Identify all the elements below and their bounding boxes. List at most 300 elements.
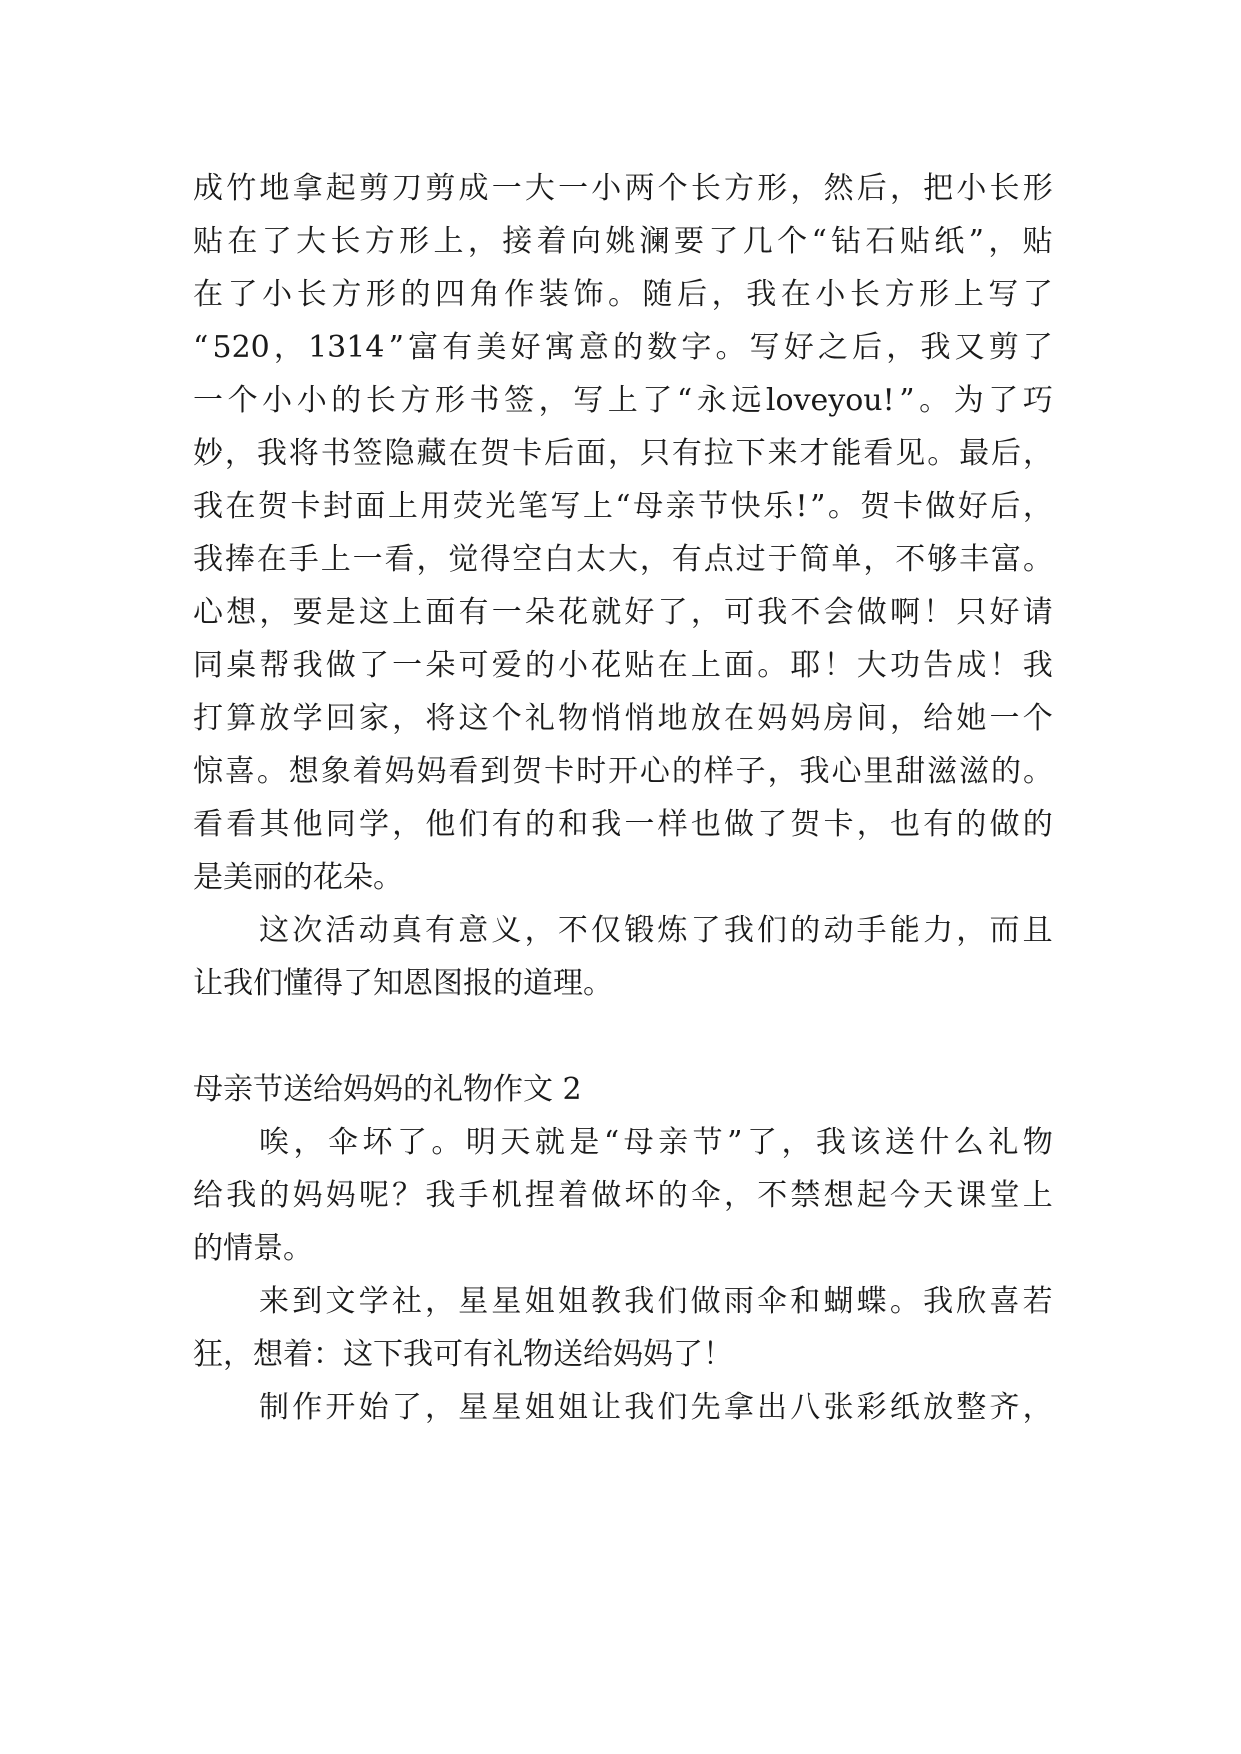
text-glyph: 好: [783, 330, 814, 365]
text-glyph: 面: [355, 489, 386, 524]
text-glyph: 禁: [790, 1178, 821, 1213]
text-glyph: ，: [425, 1390, 456, 1425]
text-glyph: 永: [696, 383, 727, 418]
text-glyph: 远: [731, 383, 762, 418]
text-glyph: 他: [292, 807, 323, 842]
text-glyph: 亲: [658, 1125, 689, 1160]
text-glyph: 封: [322, 489, 353, 524]
text-glyph: 向: [570, 224, 601, 259]
text-glyph: 若: [1022, 1284, 1053, 1319]
text-glyph: loveyou!: [765, 383, 895, 418]
text-glyph: 动: [358, 913, 389, 948]
text-glyph: 长: [330, 224, 361, 259]
text-glyph: 形: [757, 171, 788, 206]
text-glyph: 出: [757, 1390, 788, 1425]
text-glyph: 里: [863, 754, 894, 789]
text-glyph: 做: [690, 1284, 721, 1319]
text-glyph: 形: [399, 224, 430, 259]
text-glyph: 彩: [856, 1390, 887, 1425]
text-glyph: 。: [1022, 542, 1053, 577]
text-glyph: 炼: [657, 913, 688, 948]
text-glyph: 后: [856, 171, 887, 206]
text-glyph: 滋: [959, 754, 990, 789]
text-glyph: 始: [358, 1390, 389, 1425]
text-glyph: 大: [856, 648, 887, 683]
text-glyph: 在: [227, 224, 258, 259]
text-glyph: 算: [226, 701, 257, 736]
text-glyph: 卡: [290, 489, 321, 524]
text-glyph: 钻: [831, 224, 862, 259]
text-glyph: 真: [391, 913, 422, 948]
text-glyph: 剪: [988, 330, 1019, 365]
text-glyph: 开: [325, 1390, 356, 1425]
text-glyph: 的: [790, 913, 821, 948]
text-glyph: 够: [927, 542, 958, 577]
text-glyph: 地: [657, 701, 688, 736]
text-glyph: 堂: [989, 1178, 1020, 1213]
text-line: 是美丽的花朵。: [193, 860, 403, 895]
text-glyph: 石: [865, 224, 896, 259]
text-glyph: 一: [624, 807, 655, 842]
text-glyph: 就: [591, 595, 622, 630]
text-glyph: 藏: [416, 436, 447, 471]
text-glyph: 我: [757, 595, 788, 630]
text-glyph: 成: [458, 171, 489, 206]
text-glyph: 姐: [524, 1390, 555, 1425]
text-glyph: 小: [815, 277, 846, 312]
text-glyph: ，: [425, 1284, 456, 1319]
text-glyph: 打: [193, 701, 223, 736]
text-glyph: 拉: [703, 436, 734, 471]
text-glyph: 机: [491, 1178, 522, 1213]
text-glyph: 。: [431, 1125, 462, 1160]
text-glyph: 。: [927, 436, 958, 471]
text-glyph: 起: [325, 171, 356, 206]
text-glyph: 形: [919, 277, 950, 312]
text-glyph: 伞: [327, 1125, 358, 1160]
text-glyph: 伞: [757, 1284, 788, 1319]
text-glyph: 礼: [524, 701, 555, 736]
text-glyph: 随: [642, 277, 673, 312]
text-glyph: 坏: [624, 1178, 655, 1213]
text-glyph: 方: [364, 224, 395, 259]
text-glyph: 隐: [384, 436, 415, 471]
text-glyph: 接: [502, 224, 533, 259]
text-glyph: 意: [458, 913, 489, 948]
text-glyph: 母: [623, 1125, 654, 1160]
text-glyph: 要: [292, 595, 323, 630]
text-glyph: 乐: [763, 489, 794, 524]
text-glyph: 爱: [491, 648, 522, 683]
text-glyph: 物: [558, 701, 589, 736]
text-glyph: 看: [226, 807, 257, 842]
text-line: [193, 1116, 1053, 1169]
text-glyph: ，: [886, 330, 917, 365]
text-glyph: 长: [989, 171, 1020, 206]
text-glyph: 妈: [416, 754, 447, 789]
text-glyph: 的: [524, 648, 555, 683]
text-glyph: 子: [735, 754, 766, 789]
text-glyph: 作: [292, 1390, 323, 1425]
text-glyph: 贺: [257, 489, 288, 524]
text-glyph: 姐: [557, 1284, 588, 1319]
text-glyph: 意: [578, 330, 609, 365]
text-line: [193, 798, 1053, 851]
text-glyph: 能: [831, 436, 862, 471]
text-line: [193, 321, 1053, 374]
text-glyph: ，: [392, 701, 423, 736]
text-glyph: 写: [749, 330, 780, 365]
text-glyph: 社: [391, 1284, 422, 1319]
text-glyph: 只: [639, 436, 670, 471]
text-glyph: 妈: [292, 1178, 323, 1213]
text-glyph: 下: [735, 436, 766, 471]
text-glyph: ，: [889, 171, 920, 206]
text-glyph: 心: [193, 595, 223, 630]
text-glyph: 小: [591, 171, 622, 206]
text-glyph: 这: [358, 595, 389, 630]
text-glyph: 卡: [544, 754, 575, 789]
text-line: [193, 215, 1053, 268]
text-glyph: 个: [1022, 701, 1053, 736]
text-glyph: 有: [671, 436, 702, 471]
text-glyph: ”: [727, 1125, 743, 1160]
text-glyph: 写: [550, 489, 581, 524]
text-glyph: 在: [448, 436, 479, 471]
text-glyph: 欣: [956, 1284, 987, 1319]
text-glyph: 这: [259, 913, 289, 948]
text-glyph: 星: [458, 1284, 489, 1319]
text-glyph: 着: [536, 224, 567, 259]
text-glyph: 能: [889, 913, 920, 948]
text-line: [193, 692, 1053, 745]
text-glyph: 节: [698, 489, 729, 524]
text-glyph: 仅: [591, 913, 622, 948]
text-glyph: ，: [639, 542, 670, 577]
text-glyph: 方: [331, 277, 362, 312]
text-glyph: ，: [538, 383, 569, 418]
text-glyph: 四: [435, 277, 466, 312]
text-glyph: 的: [991, 754, 1022, 789]
text-line: [193, 1169, 1053, 1222]
text-glyph: 有: [671, 542, 702, 577]
text-glyph: 拿: [723, 1390, 754, 1425]
text-glyph: 坏: [362, 1125, 393, 1160]
text-glyph: 一: [989, 701, 1020, 736]
text-glyph: 了: [261, 224, 292, 259]
text-glyph: 就: [534, 1125, 565, 1160]
text-line: [193, 904, 1053, 957]
text-glyph: 。: [827, 489, 858, 524]
text-glyph: 上: [387, 489, 418, 524]
text-glyph: 捧: [224, 542, 255, 577]
text-glyph: 的: [671, 754, 702, 789]
text-line: 的情景。: [193, 1231, 313, 1266]
text-glyph: 上: [1022, 1178, 1053, 1213]
text-glyph: 成: [956, 648, 987, 683]
text-glyph: “: [811, 224, 827, 259]
text-glyph: 手: [288, 542, 319, 577]
text-glyph: 我: [256, 436, 287, 471]
text-glyph: 了: [657, 595, 688, 630]
text-glyph: 物: [1022, 1125, 1053, 1160]
text-glyph: 好: [510, 330, 541, 365]
text-glyph: 简: [799, 542, 830, 577]
text-glyph: 可: [458, 648, 489, 683]
text-glyph: 天: [500, 1125, 531, 1160]
text-line: [193, 1275, 1053, 1328]
text-glyph: ”: [968, 224, 984, 259]
text-glyph: 喜: [224, 754, 255, 789]
text-glyph: 几: [742, 224, 773, 259]
text-line: [193, 586, 1053, 639]
text-glyph: ，: [790, 171, 821, 206]
text-glyph: 给: [923, 701, 954, 736]
text-glyph: 后: [991, 436, 1022, 471]
text-glyph: 们: [657, 1390, 688, 1425]
text-glyph: 我: [292, 648, 323, 683]
text-glyph: 了: [1022, 277, 1053, 312]
text-glyph: 的: [1022, 807, 1053, 842]
text-glyph: 我: [723, 913, 754, 948]
text-glyph: 亲: [665, 489, 696, 524]
text-glyph: 最: [959, 436, 990, 471]
text-glyph: 到: [292, 1284, 323, 1319]
text-glyph: 装: [538, 277, 569, 312]
text-glyph: 上: [433, 224, 464, 259]
text-glyph: ，: [988, 224, 1019, 259]
text-glyph: 我: [193, 542, 223, 577]
text-glyph: 形: [365, 277, 396, 312]
text-glyph: 一: [491, 595, 522, 630]
text-glyph: ！: [823, 648, 854, 683]
text-glyph: 小: [956, 171, 987, 206]
text-glyph: 数: [647, 330, 678, 365]
text-glyph: 成: [193, 171, 223, 206]
text-glyph: 两: [624, 171, 655, 206]
text-glyph: 来: [259, 1284, 289, 1319]
text-glyph: 样: [703, 754, 734, 789]
text-glyph: 个: [657, 171, 688, 206]
text-glyph: 面: [724, 648, 754, 683]
text-glyph: 太: [576, 542, 607, 577]
text-glyph: 刀: [392, 171, 423, 206]
text-glyph: 的: [657, 1178, 688, 1213]
text-glyph: 一: [491, 171, 522, 206]
text-glyph: 了: [690, 913, 721, 948]
text-glyph: 看: [193, 807, 223, 842]
text-glyph: ，: [273, 330, 304, 365]
text-glyph: 蝶: [856, 1284, 887, 1319]
text-glyph: 星: [491, 1284, 522, 1319]
text-glyph: 礼: [988, 1125, 1019, 1160]
text-glyph: 在: [256, 542, 287, 577]
text-glyph: 桌: [226, 648, 257, 683]
text-glyph: ，: [607, 436, 638, 471]
text-glyph: 做: [989, 807, 1020, 842]
text-glyph: 手: [856, 913, 887, 948]
text-glyph: 剪: [358, 171, 389, 206]
text-glyph: 是: [325, 595, 356, 630]
text-glyph: 贴: [1022, 224, 1053, 259]
text-glyph: 耶: [790, 648, 821, 683]
text-glyph: 放: [923, 1390, 954, 1425]
text-glyph: 伞: [690, 1178, 721, 1213]
text-glyph: ”: [388, 330, 404, 365]
paragraph-1: [193, 162, 1053, 904]
text-glyph: 点: [703, 542, 734, 577]
text-glyph: ！: [923, 595, 954, 630]
paragraph-4: [193, 1275, 1053, 1381]
text-glyph: 觉: [448, 542, 479, 577]
text-glyph: 且: [1022, 913, 1053, 948]
text-glyph: 星: [491, 1390, 522, 1425]
text-glyph: 有: [442, 330, 473, 365]
text-glyph: ，: [856, 807, 887, 842]
text-glyph: 饰: [573, 277, 604, 312]
text-glyph: 不: [757, 1178, 788, 1213]
text-glyph: 是: [569, 1125, 600, 1160]
text-glyph: 我: [920, 330, 951, 365]
text-glyph: 妈: [757, 701, 788, 736]
text-glyph: 将: [288, 436, 319, 471]
text-glyph: 我: [746, 277, 777, 312]
text-glyph: 星: [458, 1390, 489, 1425]
text-glyph: 空: [512, 542, 543, 577]
text-glyph: 次: [292, 913, 323, 948]
text-glyph: 不: [790, 595, 821, 630]
text-glyph: 书: [320, 436, 351, 471]
text-glyph: 不: [557, 913, 588, 948]
text-glyph: 写: [988, 277, 1019, 312]
text-glyph: 节: [692, 1125, 723, 1160]
text-glyph: ，: [767, 754, 798, 789]
text-glyph: 了: [391, 1390, 422, 1425]
text-glyph: 起: [856, 1178, 887, 1213]
text-glyph: 回: [325, 701, 356, 736]
text-glyph: 形: [1022, 171, 1053, 206]
text-glyph: 想: [288, 754, 319, 789]
text-glyph: 澜: [639, 224, 670, 259]
text-glyph: 只: [956, 595, 987, 630]
text-glyph: ，: [467, 224, 498, 259]
text-glyph: 学: [292, 701, 323, 736]
text-glyph: 光: [485, 489, 516, 524]
text-glyph: 我: [624, 1284, 655, 1319]
text-glyph: 贺: [480, 436, 511, 471]
text-glyph: 学: [358, 807, 389, 842]
text-glyph: 做: [856, 595, 887, 630]
text-glyph: 我: [923, 1284, 954, 1319]
text-glyph: 要: [674, 224, 705, 259]
text-glyph: 于: [767, 542, 798, 577]
text-line: [193, 374, 1053, 427]
text-glyph: ，: [690, 595, 721, 630]
text-glyph: 同: [325, 807, 356, 842]
text-glyph: 悄: [624, 701, 655, 736]
text-glyph: 这: [458, 701, 489, 736]
text-glyph: ，: [416, 542, 447, 577]
text-glyph: 八: [790, 1390, 821, 1425]
text-glyph: 富: [408, 330, 439, 365]
text-glyph: 后: [852, 330, 883, 365]
text-glyph: 也: [690, 807, 721, 842]
text-glyph: 母: [633, 489, 664, 524]
text-glyph: 贴: [193, 224, 223, 259]
text-glyph: 的: [331, 383, 362, 418]
text-glyph: ？: [392, 1178, 423, 1213]
text-glyph: 啊: [889, 595, 920, 630]
text-glyph: 们: [757, 913, 788, 948]
text-glyph: 上: [582, 489, 613, 524]
text-glyph: ，: [392, 807, 423, 842]
text-glyph: 有: [458, 595, 489, 630]
text-glyph: 妙: [193, 436, 223, 471]
text-glyph: 想: [226, 595, 257, 630]
text-glyph: 大: [296, 224, 327, 259]
text-glyph: 在: [193, 277, 223, 312]
text-glyph: ，: [259, 595, 290, 630]
text-glyph: 好: [957, 489, 988, 524]
text-glyph: 开: [607, 754, 638, 789]
text-glyph: 卡: [512, 436, 543, 471]
text-glyph: ，: [724, 1178, 754, 1213]
text-glyph: 地: [259, 171, 290, 206]
text-glyph: 长: [849, 277, 880, 312]
text-glyph: ，: [781, 1125, 812, 1160]
text-line: [193, 480, 1053, 533]
text-line: [193, 268, 1053, 321]
text-glyph: 动: [823, 913, 854, 948]
text-glyph: 寓: [544, 330, 575, 365]
text-glyph: 了: [396, 1125, 427, 1160]
text-glyph: 贺: [790, 807, 821, 842]
text-glyph: 上: [690, 648, 721, 683]
text-glyph: 巧: [1022, 383, 1053, 418]
text-glyph: 。: [607, 277, 638, 312]
text-glyph: 天: [923, 1178, 954, 1213]
text-glyph: 长: [365, 383, 396, 418]
text-glyph: 姐: [524, 1284, 555, 1319]
text-glyph: 齐: [989, 1390, 1020, 1425]
text-glyph: 们: [657, 1284, 688, 1319]
text-glyph: 我: [193, 489, 223, 524]
text-glyph: “: [603, 1125, 620, 1160]
text-glyph: ”: [810, 489, 826, 524]
text-glyph: 小: [262, 277, 293, 312]
text-glyph: 形: [434, 383, 465, 418]
text-glyph: 请: [1022, 595, 1053, 630]
text-line: [193, 533, 1053, 586]
text-glyph: 一: [392, 648, 423, 683]
spacer: [193, 1010, 1053, 1063]
text-glyph: 功: [889, 648, 920, 683]
paragraph-3: [193, 1116, 1053, 1275]
text-glyph: 大: [607, 542, 638, 577]
text-glyph: 方: [724, 171, 754, 206]
text-glyph: 样: [657, 807, 688, 842]
text-glyph: ，: [889, 701, 920, 736]
text-line: 让我们懂得了知恩图报的道理。: [193, 966, 613, 1001]
text-glyph: 方: [884, 277, 915, 312]
text-line: [193, 162, 1053, 215]
text-glyph: 到: [480, 754, 511, 789]
text-glyph: 了: [746, 1125, 777, 1160]
text-glyph: 什: [919, 1125, 950, 1160]
text-glyph: 其: [259, 807, 290, 842]
text-glyph: 悄: [591, 701, 622, 736]
text-glyph: 一: [352, 542, 383, 577]
